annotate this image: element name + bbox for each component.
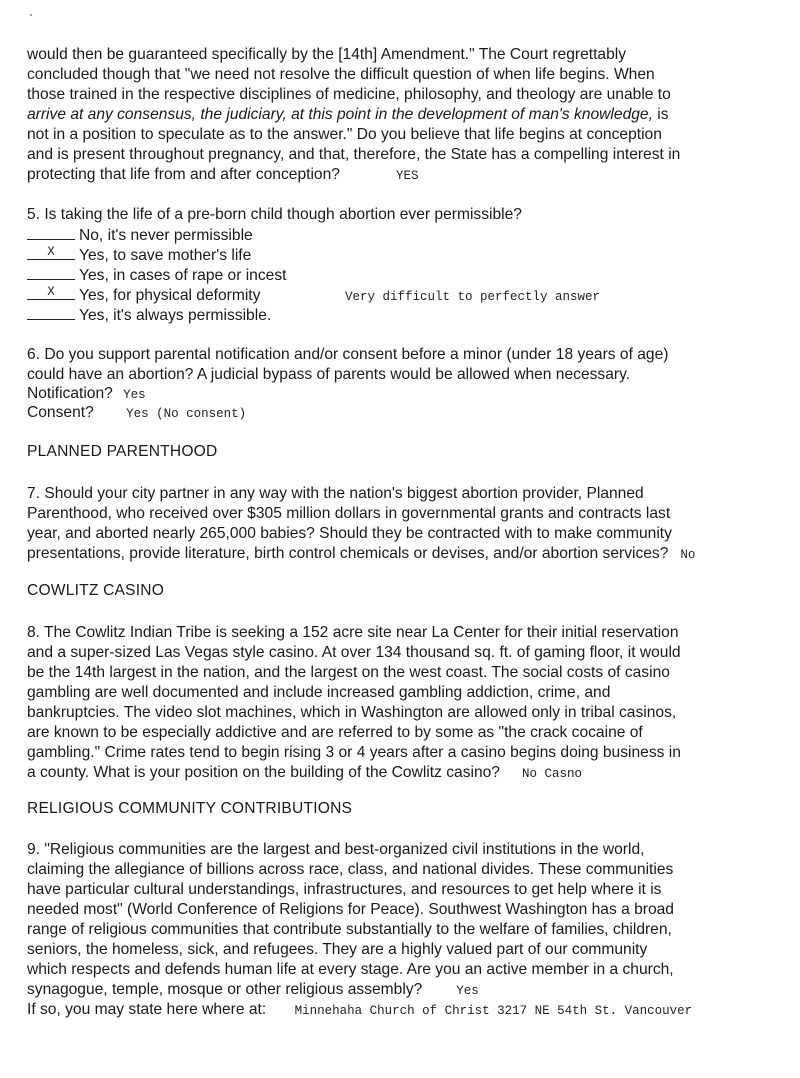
q9-where-row: [27, 1000, 692, 1020]
option-label: Yes, for physical deformity: [79, 287, 261, 304]
q4-italic-quote: arrive at any consensus, the judiciary, at this point in the development of man's knowledge,: [27, 106, 653, 123]
q6-consent-row: [27, 403, 246, 423]
question-6-text: [27, 345, 765, 385]
q8-line: gambling are well documented and include increased gambling addiction, crime, and: [27, 684, 611, 701]
section-heading-cowlitz-casino: COWLITZ CASINO: [27, 582, 165, 599]
q7-question-end: presentations, provide literature, birth control chemicals or devises, and/or abortion services?: [27, 545, 669, 562]
q9-line: needed most" (World Conference of Religions for Peace). Southwest Washington has a broad: [27, 901, 674, 918]
question-5-text: [27, 205, 765, 225]
where-label: If so, you may state here where at:: [27, 1001, 267, 1018]
notification-label: Notification?: [27, 385, 113, 402]
q9-answer: Yes: [456, 984, 479, 998]
q4-question-end: protecting that life from and after conception?: [27, 166, 340, 183]
q6-notification-row: [27, 384, 146, 404]
section-heading-religious: RELIGIOUS COMMUNITY CONTRIBUTIONS: [27, 800, 353, 817]
q4-answer: YES: [395, 169, 419, 183]
q4-line: [27, 105, 765, 125]
q8-line: gambling." Crime rates tend to begin rising 3 or 4 years after a casino begins doing business in: [27, 744, 681, 761]
scan-speck: [30, 14, 32, 16]
q5-typed-note: Very difficult to perfectly answer: [345, 290, 601, 304]
option-label: Yes, in cases of rape or incest: [79, 267, 287, 284]
answer-blank: [27, 245, 75, 260]
q4-line-tail: is: [652, 106, 669, 123]
option-label: No, it's never permissible: [79, 227, 253, 244]
q7-line: year, and aborted nearly 265,000 babies? Should they be contracted with to make community: [27, 525, 672, 542]
where-answer: Minnehaha Church of Christ 3217 NE 54th St. Vancouver: [294, 1004, 693, 1018]
q4-line: concluded though that "we need not resolve the difficult question of when life begins. When: [27, 66, 655, 83]
answer-mark: X: [47, 285, 55, 299]
question-9-text: [27, 840, 765, 1001]
q8-line: be the 14th largest in the nation, and the largest on the west coast. The social costs of casino: [27, 664, 670, 681]
q9-line: claiming the allegiance of billions across race, class, and national divides. These communities: [27, 861, 674, 878]
answer-blank: [27, 285, 75, 300]
q9-line: 9. "Religious communities are the largest and best-organized civil institutions in the world,: [27, 841, 645, 858]
consent-label: Consent?: [27, 404, 94, 421]
q6-line: 6. Do you support parental notification and/or consent before a minor (under 18 years of age): [27, 346, 669, 363]
q8-line: bankruptcies. The video slot machines, which in Washington are allowed only in tribal casinos,: [27, 704, 677, 721]
question-8-text: [27, 623, 765, 784]
q5-option: [27, 285, 260, 305]
q8-line: and a super-sized Las Vegas style casino. At over 134 thousand sq. ft. of gaming floor, it would: [27, 644, 681, 661]
section-heading-planned-parenthood: PLANNED PARENTHOOD: [27, 443, 218, 460]
q9-line: have particular cultural understandings, infrastructures, and resources to get help where it is: [27, 881, 662, 898]
question-7-text: [27, 484, 765, 565]
answer-mark: X: [47, 245, 55, 259]
q5-option: [27, 245, 251, 265]
q9-line: seniors, the homeless, sick, and refugees. They are a highly valued part of our community: [27, 941, 648, 958]
q7-line: [27, 544, 765, 565]
q9-line: which respects and defends human life at every stage. Are you an active member in a church,: [27, 961, 674, 978]
q5-option: [27, 305, 271, 325]
q8-answer: No Casno: [521, 767, 582, 781]
q9-line: range of religious communities that contribute substantially to the welfare of families, children,: [27, 921, 672, 938]
q7-line: 7. Should your city partner in any way with the nation's biggest abortion provider, Planned: [27, 485, 644, 502]
consent-answer: Yes (No consent): [126, 407, 247, 421]
q5-question: 5. Is taking the life of a pre-born child though abortion ever permissible?: [27, 206, 522, 223]
q7-answer: No: [680, 548, 696, 562]
q9-question-end: synagogue, temple, mosque or other religious assembly?: [27, 981, 423, 998]
q9-line: [27, 980, 765, 1001]
answer-blank: [27, 305, 75, 320]
answer-blank: [27, 265, 75, 280]
q4-line: would then be guaranteed specifically by the [14th] Amendment." The Court regrettably: [27, 46, 627, 63]
option-label: Yes, to save mother's life: [79, 247, 252, 264]
q4-line: and is present throughout pregnancy, and that, therefore, the State has a compelling interest in: [27, 146, 681, 163]
q7-line: Parenthood, who received over $305 million dollars in governmental grants and contracts last: [27, 505, 671, 522]
q8-line: are known to be especially addictive and are referred to by some as "the crack cocaine of: [27, 724, 643, 741]
q4-line: those trained in the respective disciplines of medicine, philosophy, and theology are unable to: [27, 86, 671, 103]
option-label: Yes, it's always permissible.: [79, 307, 272, 324]
q6-line: could have an abortion? A judicial bypass of parents would be allowed when necessary.: [27, 366, 631, 383]
q8-line: 8. The Cowlitz Indian Tribe is seeking a 152 acre site near La Center for their initial reservation: [27, 624, 679, 641]
answer-blank: [27, 225, 75, 240]
q8-line: [27, 763, 765, 784]
q8-question-end: a county. What is your position on the building of the Cowlitz casino?: [27, 764, 500, 781]
question-4-text: [27, 45, 765, 186]
q4-line: [27, 165, 765, 186]
notification-answer: Yes: [123, 388, 146, 402]
q4-line: not in a position to speculate as to the answer." Do you believe that life begins at conception: [27, 126, 662, 143]
